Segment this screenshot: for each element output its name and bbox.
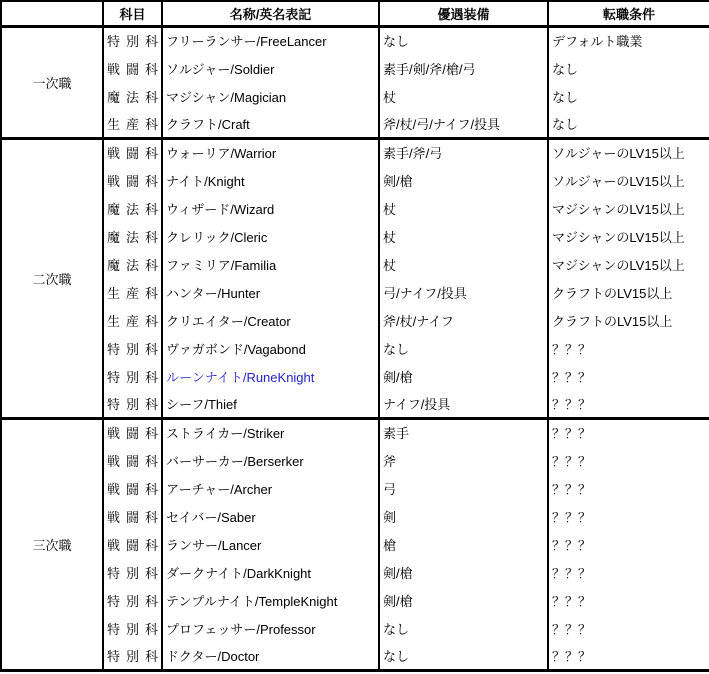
subject-cell: 特別科 — [103, 26, 162, 54]
subject-cell: 特別科 — [103, 614, 162, 642]
subject-cell: 戦闘科 — [103, 530, 162, 558]
subject-cell: 特別科 — [103, 334, 162, 362]
equip-cell: 剣/槍 — [379, 362, 548, 390]
table-row — [1, 474, 709, 502]
cond-cell: ？？？ — [548, 474, 709, 502]
equip-cell: 剣/槍 — [379, 558, 548, 586]
table-row — [1, 166, 709, 194]
cond-cell: なし — [548, 110, 709, 138]
header-tier — [1, 1, 103, 26]
cond-cell: ソルジャーのLV15以上 — [548, 166, 709, 194]
header-equipment: 優遇装備 — [379, 1, 548, 26]
table-row — [1, 558, 709, 586]
name-cell: ドクター/Doctor — [162, 642, 379, 670]
cond-cell: なし — [548, 82, 709, 110]
equip-cell: 剣 — [379, 502, 548, 530]
name-cell: ヴァガボンド/Vagabond — [162, 334, 379, 362]
table-row — [1, 530, 709, 558]
subject-cell: 生産科 — [103, 306, 162, 334]
cond-cell: クラフトのLV15以上 — [548, 278, 709, 306]
equip-cell: 剣/槍 — [379, 586, 548, 614]
cond-cell: マジシャンのLV15以上 — [548, 250, 709, 278]
table-body — [1, 26, 709, 670]
name-cell: クラフト/Craft — [162, 110, 379, 138]
name-cell — [162, 362, 379, 390]
equip-cell: 弓/ナイフ/投具 — [379, 278, 548, 306]
equip-cell: 杖 — [379, 222, 548, 250]
equip-cell: なし — [379, 642, 548, 670]
table-row — [1, 222, 709, 250]
subject-cell: 魔法科 — [103, 222, 162, 250]
table-row — [1, 26, 709, 54]
table-row — [1, 306, 709, 334]
name-cell: ナイト/Knight — [162, 166, 379, 194]
table-row — [1, 390, 709, 418]
runeknight-link[interactable]: ルーンナイト/RuneKnight — [166, 369, 315, 385]
cond-cell: ？？？ — [548, 390, 709, 418]
name-cell: ファミリア/Familia — [162, 250, 379, 278]
table-row — [1, 362, 709, 390]
cond-cell: ？？？ — [548, 334, 709, 362]
name-cell: ウィザード/Wizard — [162, 194, 379, 222]
table-row — [1, 446, 709, 474]
subject-cell: 特別科 — [103, 586, 162, 614]
cond-cell: ？？？ — [548, 586, 709, 614]
cond-cell: デフォルト職業 — [548, 26, 709, 54]
subject-cell: 戦闘科 — [103, 166, 162, 194]
cond-cell: ？？？ — [548, 418, 709, 446]
table-row — [1, 54, 709, 82]
equip-cell: 杖 — [379, 82, 548, 110]
table-row — [1, 278, 709, 306]
table-row — [1, 138, 709, 166]
equip-cell: 弓 — [379, 474, 548, 502]
equip-cell: 素手 — [379, 418, 548, 446]
subject-cell: 生産科 — [103, 110, 162, 138]
subject-cell: 魔法科 — [103, 194, 162, 222]
cond-cell: なし — [548, 54, 709, 82]
cond-cell: ？？？ — [548, 614, 709, 642]
name-cell: テンプルナイト/TempleKnight — [162, 586, 379, 614]
cond-cell: ？？？ — [548, 446, 709, 474]
equip-cell: なし — [379, 614, 548, 642]
subject-cell: 魔法科 — [103, 250, 162, 278]
tier-cell: 三次職 — [1, 418, 103, 670]
cond-cell: ？？？ — [548, 530, 709, 558]
name-cell: ウォーリア/Warrior — [162, 138, 379, 166]
name-cell: フリーランサー/FreeLancer — [162, 26, 379, 54]
equip-cell: 斧/杖/弓/ナイフ/投具 — [379, 110, 548, 138]
equip-cell: 剣/槍 — [379, 166, 548, 194]
header-row — [1, 1, 709, 26]
equip-cell: 杖 — [379, 194, 548, 222]
subject-cell: 戦闘科 — [103, 138, 162, 166]
table-row — [1, 334, 709, 362]
subject-cell: 特別科 — [103, 390, 162, 418]
name-cell: ダークナイト/DarkKnight — [162, 558, 379, 586]
cond-cell: ソルジャーのLV15以上 — [548, 138, 709, 166]
equip-cell: なし — [379, 26, 548, 54]
name-cell: アーチャー/Archer — [162, 474, 379, 502]
subject-cell: 戦闘科 — [103, 446, 162, 474]
name-cell: プロフェッサー/Professor — [162, 614, 379, 642]
equip-cell: 素手/斧/弓 — [379, 138, 548, 166]
subject-cell: 生産科 — [103, 278, 162, 306]
header-subject: 科目 — [103, 1, 162, 26]
header-name: 名称/英名表記 — [162, 1, 379, 26]
name-cell: ソルジャー/Soldier — [162, 54, 379, 82]
table-row — [1, 614, 709, 642]
cond-cell: ？？？ — [548, 558, 709, 586]
cond-cell: クラフトのLV15以上 — [548, 306, 709, 334]
name-cell: ランサー/Lancer — [162, 530, 379, 558]
subject-cell: 戦闘科 — [103, 54, 162, 82]
equip-cell: ナイフ/投具 — [379, 390, 548, 418]
cond-cell: マジシャンのLV15以上 — [548, 194, 709, 222]
subject-cell: 特別科 — [103, 558, 162, 586]
cond-cell: ？？？ — [548, 362, 709, 390]
equip-cell: 杖 — [379, 250, 548, 278]
table-row — [1, 586, 709, 614]
equip-cell: 斧/杖/ナイフ — [379, 306, 548, 334]
equip-cell: 素手/剣/斧/槍/弓 — [379, 54, 548, 82]
equip-cell: 斧 — [379, 446, 548, 474]
subject-cell: 魔法科 — [103, 82, 162, 110]
table-row — [1, 110, 709, 138]
table-row — [1, 194, 709, 222]
name-cell: クリエイター/Creator — [162, 306, 379, 334]
name-cell: ストライカー/Striker — [162, 418, 379, 446]
subject-cell: 戦闘科 — [103, 474, 162, 502]
name-cell: セイバー/Saber — [162, 502, 379, 530]
table-row — [1, 642, 709, 670]
subject-cell: 戦闘科 — [103, 418, 162, 446]
table-row — [1, 250, 709, 278]
table-row — [1, 418, 709, 446]
equip-cell: なし — [379, 334, 548, 362]
tier-cell: 二次職 — [1, 138, 103, 418]
cond-cell: ？？？ — [548, 642, 709, 670]
equip-cell: 槍 — [379, 530, 548, 558]
name-cell: ハンター/Hunter — [162, 278, 379, 306]
name-cell: バーサーカー/Berserker — [162, 446, 379, 474]
subject-cell: 戦闘科 — [103, 502, 162, 530]
table-row — [1, 502, 709, 530]
cond-cell: ？？？ — [548, 502, 709, 530]
name-cell: マジシャン/Magician — [162, 82, 379, 110]
table-row — [1, 82, 709, 110]
tier-cell: 一次職 — [1, 26, 103, 138]
subject-cell: 特別科 — [103, 362, 162, 390]
header-condition: 転職条件 — [548, 1, 709, 26]
cond-cell: マジシャンのLV15以上 — [548, 222, 709, 250]
name-cell: クレリック/Cleric — [162, 222, 379, 250]
name-cell: シーフ/Thief — [162, 390, 379, 418]
subject-cell: 特別科 — [103, 642, 162, 670]
